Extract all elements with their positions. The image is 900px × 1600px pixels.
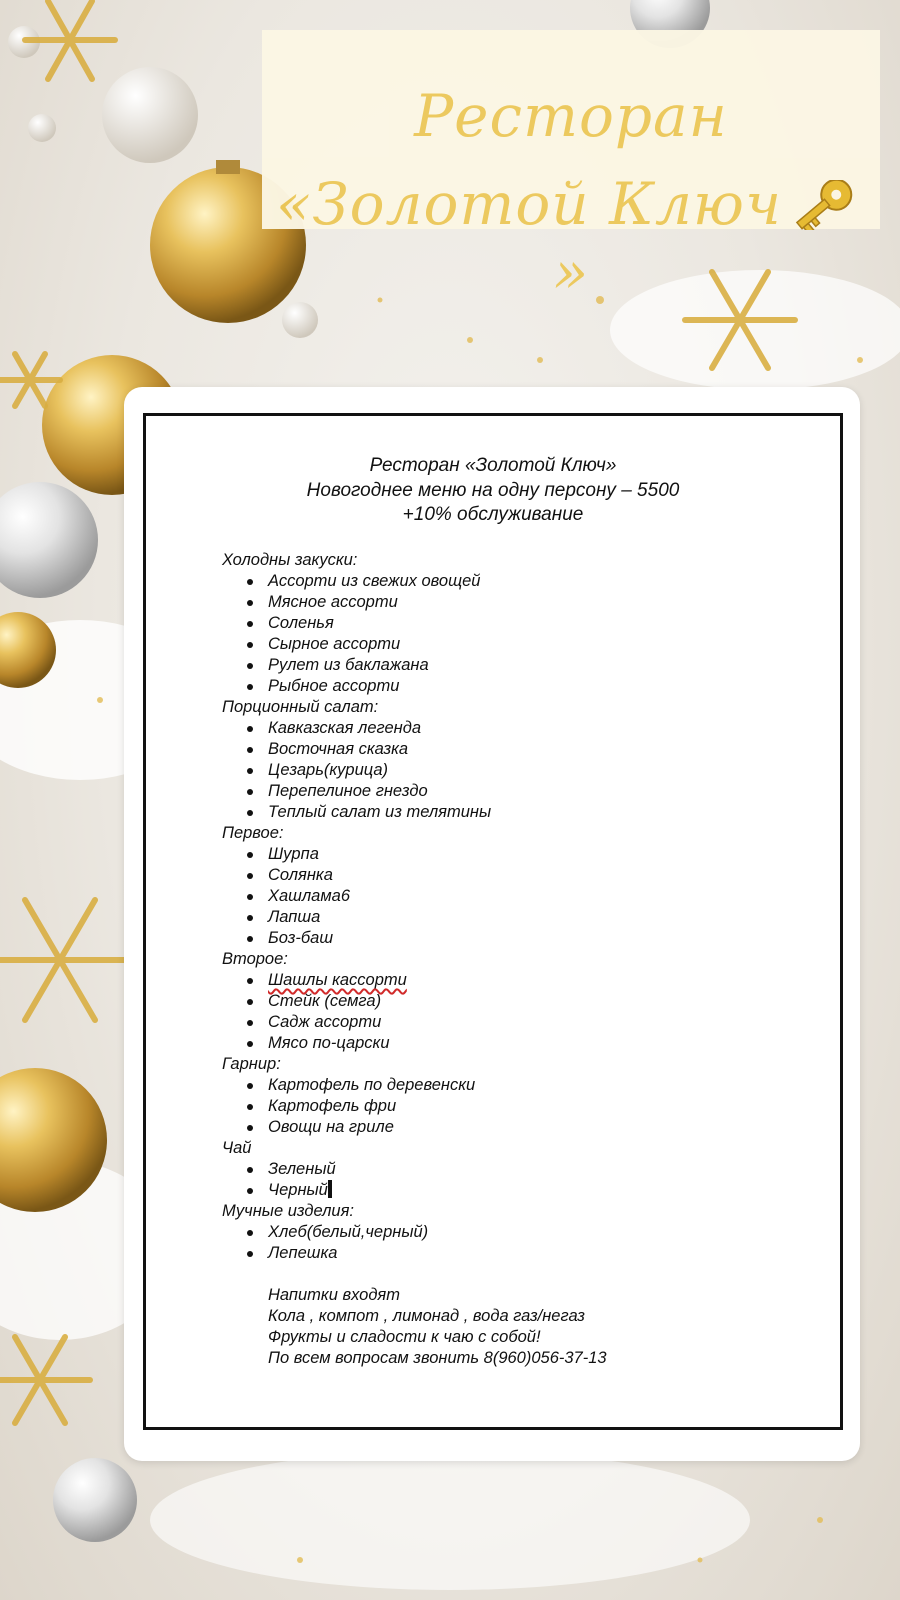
menu-item: Солянка [222,865,822,886]
menu-item: Хлеб(белый,черный) [222,1222,822,1243]
menu-item: Сырное ассорти [222,634,822,655]
menu-item: Хашлама6 [222,886,822,907]
menu-item: Соленья [222,613,822,634]
silver-ornament [0,482,98,598]
category-title: Холодны закуски: [222,551,358,569]
menu-item: Боз-баш [222,928,822,949]
silver-ornament [53,1458,137,1542]
restaurant-name-text: «Золотой Ключ [275,170,783,238]
menu-item-text: Шашлы кассорти [268,971,407,989]
menu-item: Зеленый [222,1159,822,1180]
menu-item: Перепелиное гнездо [222,781,822,802]
menu-item [222,970,822,991]
restaurant-name [262,170,880,306]
title-banner [262,30,880,306]
menu-item: Садж ассорти [222,1012,822,1033]
pearl-ornament [282,302,318,338]
menu-item: Теплый салат из телятины [222,802,822,823]
pearl-ornament [102,67,198,163]
menu-item: Картофель по деревенски [222,1075,822,1096]
menu-item: Рулет из баклажана [222,655,822,676]
menu-item: Стейк (семга) [222,991,822,1012]
menu-item: Шурпа [222,844,822,865]
doc-title: Ресторан «Золотой Ключ» [369,455,617,476]
menu-item: Восточная сказка [222,739,822,760]
menu-item: Мясо по-царски [222,1033,822,1054]
category-title: Гарнир: [222,1055,281,1073]
doc-subtitle: Новогоднее меню на одну персону – 5500 [306,480,680,501]
menu-item: Рыбное ассорти [222,676,822,697]
drinks-list: Кола , компот , лимонад , вода газ/негаз [268,1307,585,1325]
menu-item: Лапша [222,907,822,928]
key-icon [782,180,866,230]
spacer [222,1264,822,1285]
category-title: Второе: [222,950,288,968]
service-charge: +10% обслуживание [402,504,584,525]
menu-item: Цезарь(курица) [222,760,822,781]
category-title: Мучные изделия: [222,1202,354,1220]
menu-item: Лепешка [222,1243,822,1264]
menu-item: Мясное ассорти [222,592,822,613]
menu-item: Ассорти из свежих овощей [222,571,822,592]
contact-note [222,1348,822,1369]
restaurant-name-end: » [552,238,590,306]
category-title: Порционный салат: [222,698,379,716]
menu-item: Овощи на гриле [222,1117,822,1138]
menu-list [222,550,822,1369]
menu-item-text: Черный [268,1181,328,1199]
fruits-note: Фрукты и сладости к чаю с собой! [268,1328,541,1346]
text-cursor [328,1180,332,1198]
menu-item: Картофель фри [222,1096,822,1117]
restaurant-title: Ресторан [414,82,728,150]
category-title: Чай [222,1139,252,1157]
menu-item [222,1180,822,1201]
category-title: Первое: [222,824,284,842]
drinks-title: Напитки входят [268,1286,400,1304]
pearl-ornament [28,114,56,142]
contact-text: По всем вопросам звонить 8(960)056-37-13 [268,1349,607,1367]
menu-item: Кавказская легенда [222,718,822,739]
